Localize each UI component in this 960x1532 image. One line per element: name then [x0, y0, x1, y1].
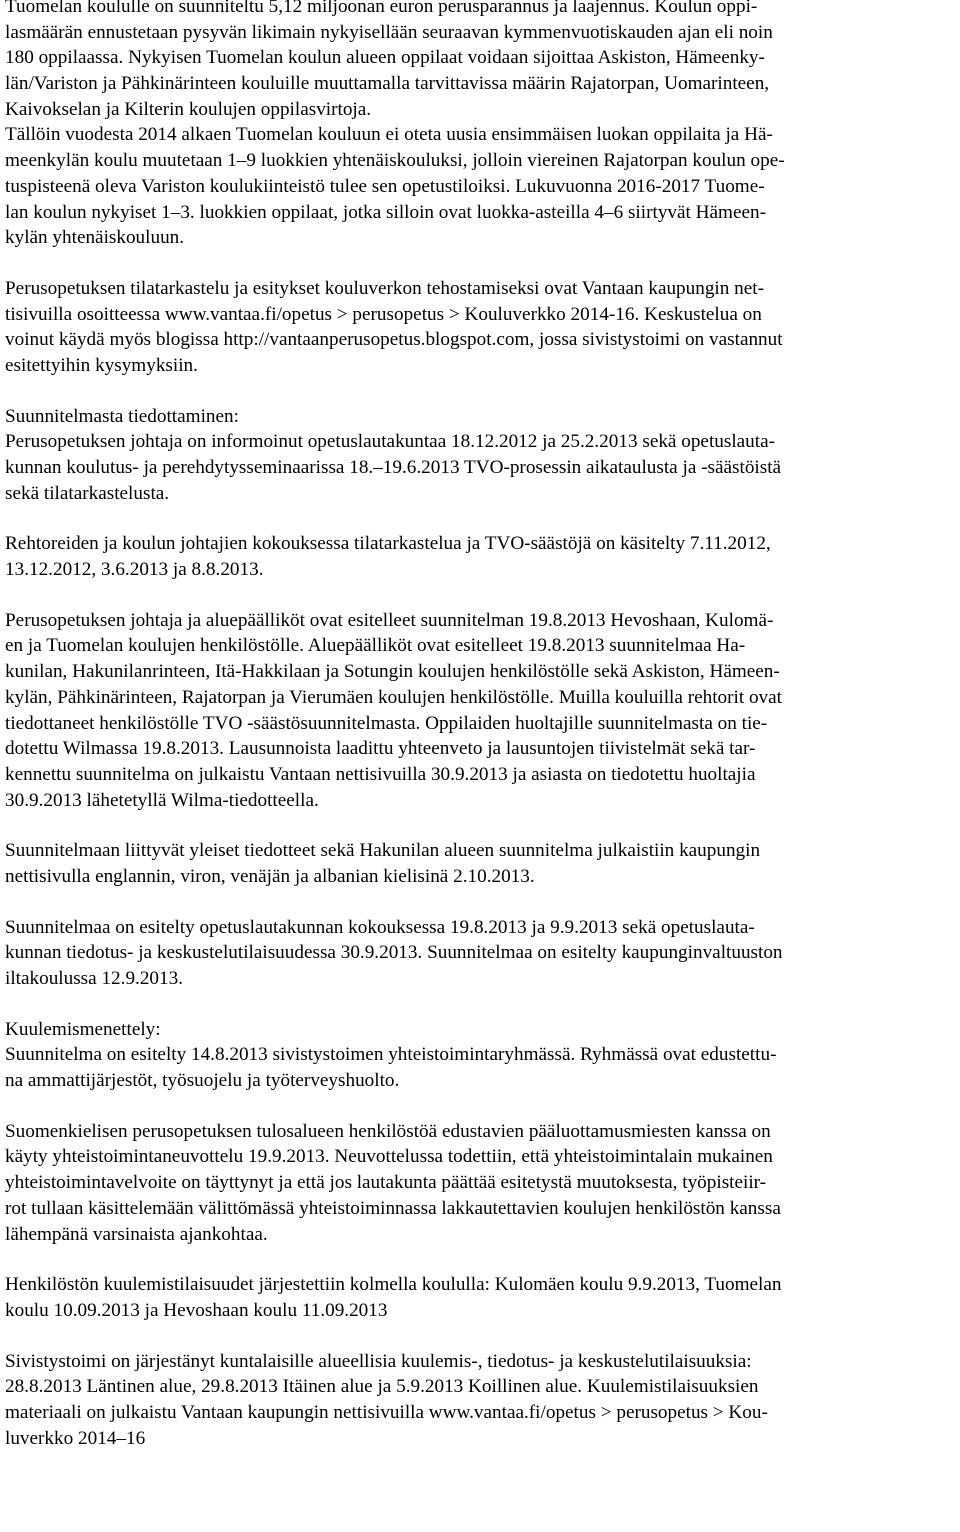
paragraph-cooperation-negotiation: [5, 1119, 956, 1247]
text-line: 30.9.2013 lähetetyllä Wilma-tiedotteella.: [5, 789, 319, 811]
text-line: 180 oppilaassa. Nykyisen Tuomelan koulun alueen oppilaat voidaan sijoittaa Askiston, Hämeenky-: [5, 47, 765, 69]
text-line: koulu 10.09.2013 ja Hevoshaan koulu 11.09.2013: [5, 1299, 388, 1321]
paragraph-plan-communication: [5, 404, 956, 507]
text-line: kennettu suunnitelma on julkaistu Vantaan nettisivuilla 30.9.2013 ja asiasta on tiedotettu huoltajia: [5, 763, 756, 785]
text-line: 13.12.2012, 3.6.2013 ja 8.8.2013.: [5, 559, 264, 581]
text-line: Perusopetuksen johtaja ja aluepäälliköt ovat esitelleet suunnitelman 19.8.2013 Hevoshaan, Kulomä-: [5, 609, 774, 631]
text-line: dotettu Wilmassa 19.8.2013. Lausunnoista laadittu yhteenveto ja lausuntojen tiivistelmät sekä tar-: [5, 738, 756, 760]
paragraph-language-bulletins: [5, 838, 956, 889]
text-line: Perusopetuksen johtaja on informoinut opetuslautakuntaa 18.12.2012 ja 25.2.2013 sekä opetuslauta-: [5, 431, 776, 453]
text-line: yhteistoimintavelvoite on täyttynyt ja että jos lautakunta päättää esitetystä muutoksesta, työpisteiir-: [5, 1172, 767, 1194]
text-line: kunnan tiedotus- ja keskustelutilaisuudessa 30.9.2013. Suunnitelmaa on esitelty kaupunginvaltuuston: [5, 942, 783, 964]
paragraph-staff-hearings: [5, 1272, 956, 1323]
text-line: tisivuilla osoitteessa www.vantaa.fi/opetus > perusopetus > Kouluverkko 2014-16. Keskustelua on: [5, 303, 762, 325]
text-line: en ja Tuomelan koulujen henkilöstölle. Aluepäälliköt ovat esitelleet 19.8.2013 suunnitelmaa Ha-: [5, 635, 746, 657]
text-line: sekä tilatarkastelusta.: [5, 482, 170, 504]
text-line: Suunnitelmaan liittyvät yleiset tiedotteet sekä Hakunilan alueen suunnitelma julkaistiin kaupungin: [5, 840, 761, 862]
paragraph-staff-presentations: [5, 608, 956, 814]
text-line: luverkko 2014–16: [5, 1427, 146, 1449]
text-line: Tällöin vuodesta 2014 alkaen Tuomelan kouluun ei oteta uusia ensimmäisen luokan oppilaita ja Hä-: [5, 124, 773, 146]
text-line: voinut käydä myös blogissa http://vantaanperusopetus.blogspot.com, jossa sivistystoimi on vastannut: [5, 329, 783, 351]
text-line: Kuulemismenettely:: [5, 1018, 161, 1040]
text-line: na ammattijärjestöt, työsuojelu ja työterveyshuolto.: [5, 1070, 400, 1092]
paragraph-web-publication: [5, 276, 956, 379]
text-line: nettisivulla englannin, viron, venäjän ja albanian kielisinä 2.10.2013.: [5, 865, 535, 887]
text-line: 28.8.2013 Läntinen alue, 29.8.2013 Itäinen alue ja 5.9.2013 Koillinen alue. Kuulemistilaisuuksien: [5, 1376, 759, 1398]
text-line: Suomenkielisen perusopetuksen tulosalueen henkilöstöä edustavien pääluottamusmiesten kanssa on: [5, 1120, 771, 1142]
text-line: meenkylän koulu muutetaan 1–9 luokkien yhtenäiskouluksi, jolloin viereinen Rajatorpan koulun ope-: [5, 150, 785, 172]
text-line: lasmäärän ennustetaan pysyvän likimain nykyisellään seuraavan kymmenvuotiskauden ajan eli noin: [5, 21, 773, 43]
text-line: rot tullaan käsittelemään välittömässä yhteistoiminnassa lakkautettavien koulujen henkilöstön kanssa: [5, 1197, 781, 1219]
paragraph-resident-hearings: [5, 1349, 956, 1452]
text-line: tiedottaneet henkilöstölle TVO -säästösuunnitelmasta. Oppilaiden huoltajille suunnitelmasta on tie-: [5, 712, 768, 734]
text-line: Tuomelan koululle on suunniteltu 5,12 miljoonan euron perusparannus ja laajennus. Koulun oppi-: [5, 0, 758, 17]
text-line: kunilan, Hakunilanrinteen, Itä-Hakkilaan ja Sotungin koulujen henkilöstölle sekä Askiston, Hämeen-: [5, 661, 780, 683]
text-line: kylän yhtenäiskouluun.: [5, 227, 185, 249]
text-line: materiaali on julkaistu Vantaan kaupungin nettisivuilla www.vantaa.fi/opetus > perusopetus > Kou-: [5, 1401, 768, 1423]
text-line: tuspisteenä oleva Variston koulukiinteistö tulee sen opetustiloiksi. Lukuvuonna 2016-2017 Tuome-: [5, 175, 765, 197]
text-line: Suunnitelma on esitelty 14.8.2013 sivistystoimen yhteistoimintaryhmässä. Ryhmässä ovat edustettu-: [5, 1044, 777, 1066]
text-line: Suunnitelmaa on esitelty opetuslautakunnan kokouksessa 19.8.2013 ja 9.9.2013 sekä opetuslauta-: [5, 916, 755, 938]
text-line: kylän, Pähkinärinteen, Rajatorpan ja Vierumäen koulujen henkilöstölle. Muilla kouluilla rehtorit ovat: [5, 686, 782, 708]
paragraph-principals-meetings: [5, 531, 956, 582]
paragraph-consultation-procedure: [5, 1017, 956, 1094]
text-line: lan koulun nykyiset 1–3. luokkien oppilaat, jotka silloin ovat luokka-asteilla 4–6 siirtyvät Hämeen-: [5, 201, 766, 223]
paragraph-tuomela-renovation: [5, 0, 956, 251]
text-line: Sivistystoimi on järjestänyt kuntalaisille alueellisia kuulemis-, tiedotus- ja keskustelutilaisuuksia:: [5, 1350, 752, 1372]
text-line: lähempänä varsinaista ajankohtaa.: [5, 1223, 268, 1245]
text-line: iltakoulussa 12.9.2013.: [5, 968, 184, 989]
text-line: käyty yhteistoimintaneuvottelu 19.9.2013. Neuvottelussa todettiin, että yhteistoimintalain mukainen: [5, 1146, 773, 1168]
text-line: Kaivokselan ja Kilterin koulujen oppilasvirtoja.: [5, 98, 372, 120]
paragraph-board-presentations: [5, 915, 956, 992]
text-line: kunnan koulutus- ja perehdytysseminaarissa 18.–19.6.2013 TVO-prosessin aikataulusta ja -säästöistä: [5, 457, 782, 478]
text-line: Perusopetuksen tilatarkastelu ja esitykset kouluverkon tehostamiseksi ovat Vantaan kaupungin net-: [5, 277, 764, 299]
text-line: Henkilöstön kuulemistilaisuudet järjestettiin kolmella koululla: Kulomäen koulu 9.9.2013, Tuomelan: [5, 1274, 782, 1296]
text-line: län/Variston ja Pähkinärinteen kouluille muuttamalla tarvittavissa määrin Rajatorpan, Uomarinteen,: [5, 73, 770, 95]
text-line: Rehtoreiden ja koulun johtajien kokouksessa tilatarkastelua ja TVO-säästöjä on käsitelty 7.11.2012,: [5, 533, 771, 555]
text-line: esitettyihin kysymyksiin.: [5, 354, 198, 376]
text-line: Suunnitelmasta tiedottaminen:: [5, 405, 239, 427]
